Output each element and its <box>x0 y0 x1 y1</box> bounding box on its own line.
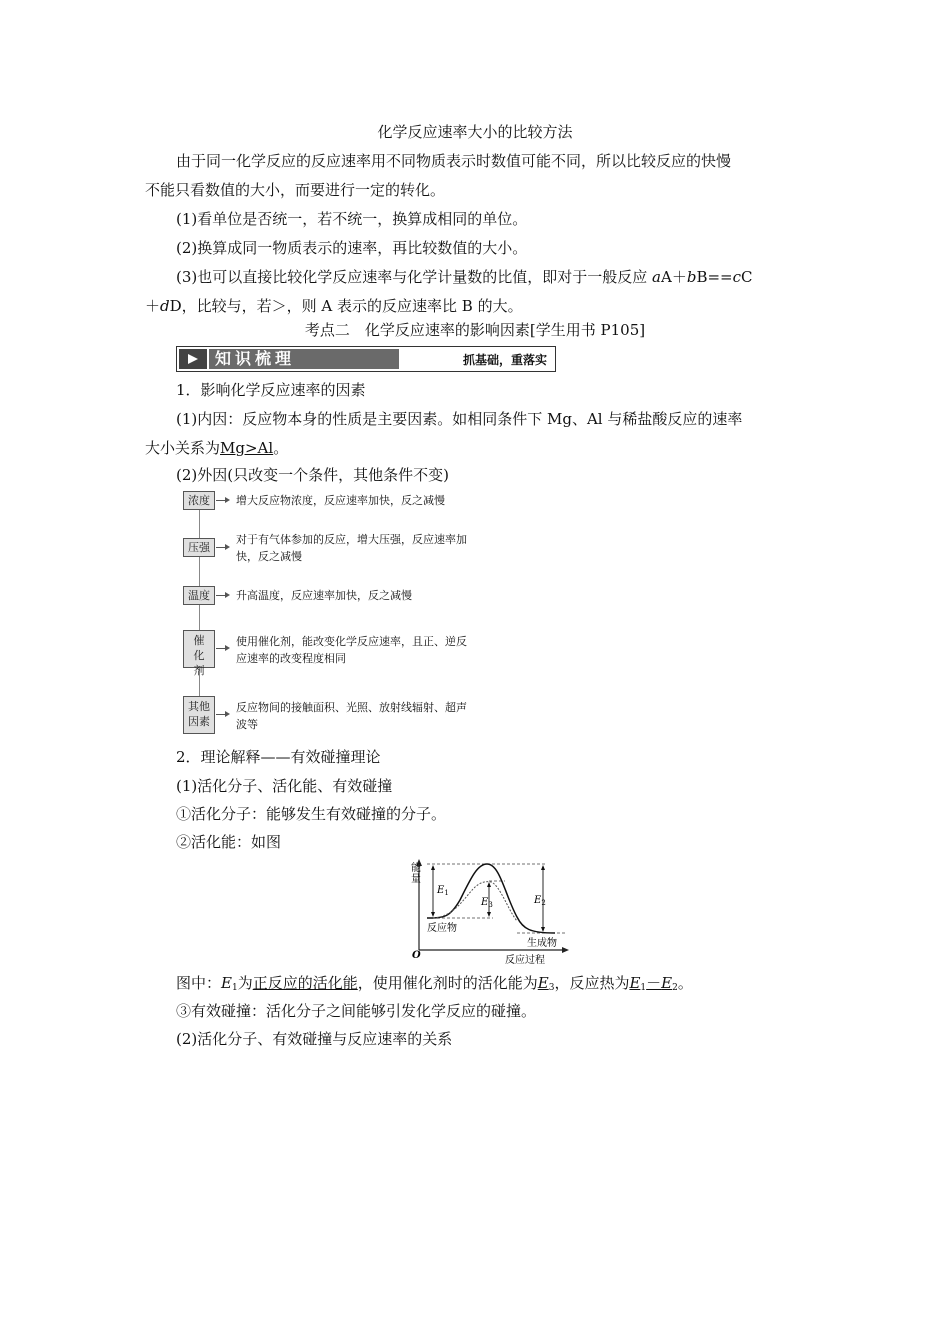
banner-subtitle: 抓基础，重落实 <box>462 353 547 367</box>
factor-label: 温度 <box>183 586 215 605</box>
intro-line-2: 不能只看数值的大小，而要进行一定的转化。 <box>145 181 446 199</box>
e2-label: $E_2$ <box>534 895 546 907</box>
banner-title: 知识梳理 <box>209 349 399 369</box>
para-effective-collision: ③有效碰撞：活化分子之间能够引发化学反应的碰撞。 <box>176 1002 537 1020</box>
answer-forward-activation: 正反应的活化能 <box>252 974 358 992</box>
answer-e3: $E_3$ <box>537 974 555 993</box>
internal-cause-line-1: (1)内因：反应物本身的性质是主要因素。如相同条件下 Mg、Al 与稀盐酸反应的速率 <box>176 410 743 428</box>
reactant-label: 反应物 <box>427 923 457 934</box>
para-activation: (1)活化分子、活化能、有效碰撞 <box>176 777 393 795</box>
energy-diagram <box>405 855 580 967</box>
factor-tree <box>183 488 483 738</box>
rule-2: (2)换算成同一物质表示的速率，再比较数值的大小。 <box>176 239 528 257</box>
knowledge-banner <box>176 346 556 372</box>
figure-explanation: 图中：$E_1$为正反应的活化能，使用催化剂时的活化能为$E_3$，反应热为$E_1-E_2$。 <box>176 974 693 993</box>
para-relationship: (2)活化分子、有效碰撞与反应速率的关系 <box>176 1030 453 1048</box>
play-icon <box>179 349 207 369</box>
factor-desc: 对于有气体参加的反应，增大压强，反应速率加快，反之减慢 <box>236 533 467 563</box>
heading-1: 1．影响化学反应速率的因素 <box>176 381 366 399</box>
factor-desc: 使用催化剂，能改变化学反应速率，且正、逆反应速率的改变程度相同 <box>236 635 467 665</box>
rule-3-line-2: ＋dD，比较与，若＞，则 A 表示的反应速率比 B 的大。 <box>145 297 523 315</box>
internal-cause-line-2: 大小关系为Mg>Al。 <box>145 439 289 457</box>
rule-1: (1)看单位是否统一，若不统一，换算成相同的单位。 <box>176 210 528 228</box>
answer-mg-al: Mg>Al <box>220 439 274 457</box>
intro-line-1: 由于同一化学反应的反应速率用不同物质表示时数值可能不同，所以比较反应的快慢 <box>176 152 732 170</box>
factor-label: 催化剂 <box>183 630 215 668</box>
para-activated-molecule: ①活化分子：能够发生有效碰撞的分子。 <box>176 805 447 823</box>
factor-label: 浓度 <box>183 491 215 510</box>
topic-title: 考点二 化学反应速率的影响因素[学生用书 P105] <box>304 321 646 339</box>
factor-label: 其他因素 <box>183 696 215 734</box>
heading-2: 2．理论解释——有效碰撞理论 <box>176 748 381 766</box>
product-label: 生成物 <box>527 938 557 949</box>
origin-label: O <box>412 950 421 961</box>
rule-3-line-1: (3)也可以直接比较化学反应速率与化学计量数的比值，即对于一般反应 aA＋bB==cC <box>176 268 753 286</box>
para-activation-energy: ②活化能：如图 <box>176 833 282 851</box>
factor-desc: 升高温度，反应速率加快，反之减慢 <box>236 589 412 602</box>
section-title: 化学反应速率大小的比较方法 <box>377 123 573 141</box>
e1-label: $E_1$ <box>437 885 449 897</box>
answer-heat: $E_1-E_2$ <box>629 974 678 993</box>
external-cause: (2)外因(只改变一个条件，其他条件不变) <box>176 466 449 484</box>
factor-desc: 增大反应物浓度，反应速率加快，反之减慢 <box>236 494 445 507</box>
x-axis-label: 反应过程 <box>505 955 545 966</box>
e3-label: $E_3$ <box>481 897 493 909</box>
factor-desc: 反应物间的接触面积、光照、放射线辐射、超声波等 <box>236 701 467 731</box>
factor-label: 压强 <box>183 538 215 557</box>
y-axis-label: 能 量 <box>411 863 421 885</box>
